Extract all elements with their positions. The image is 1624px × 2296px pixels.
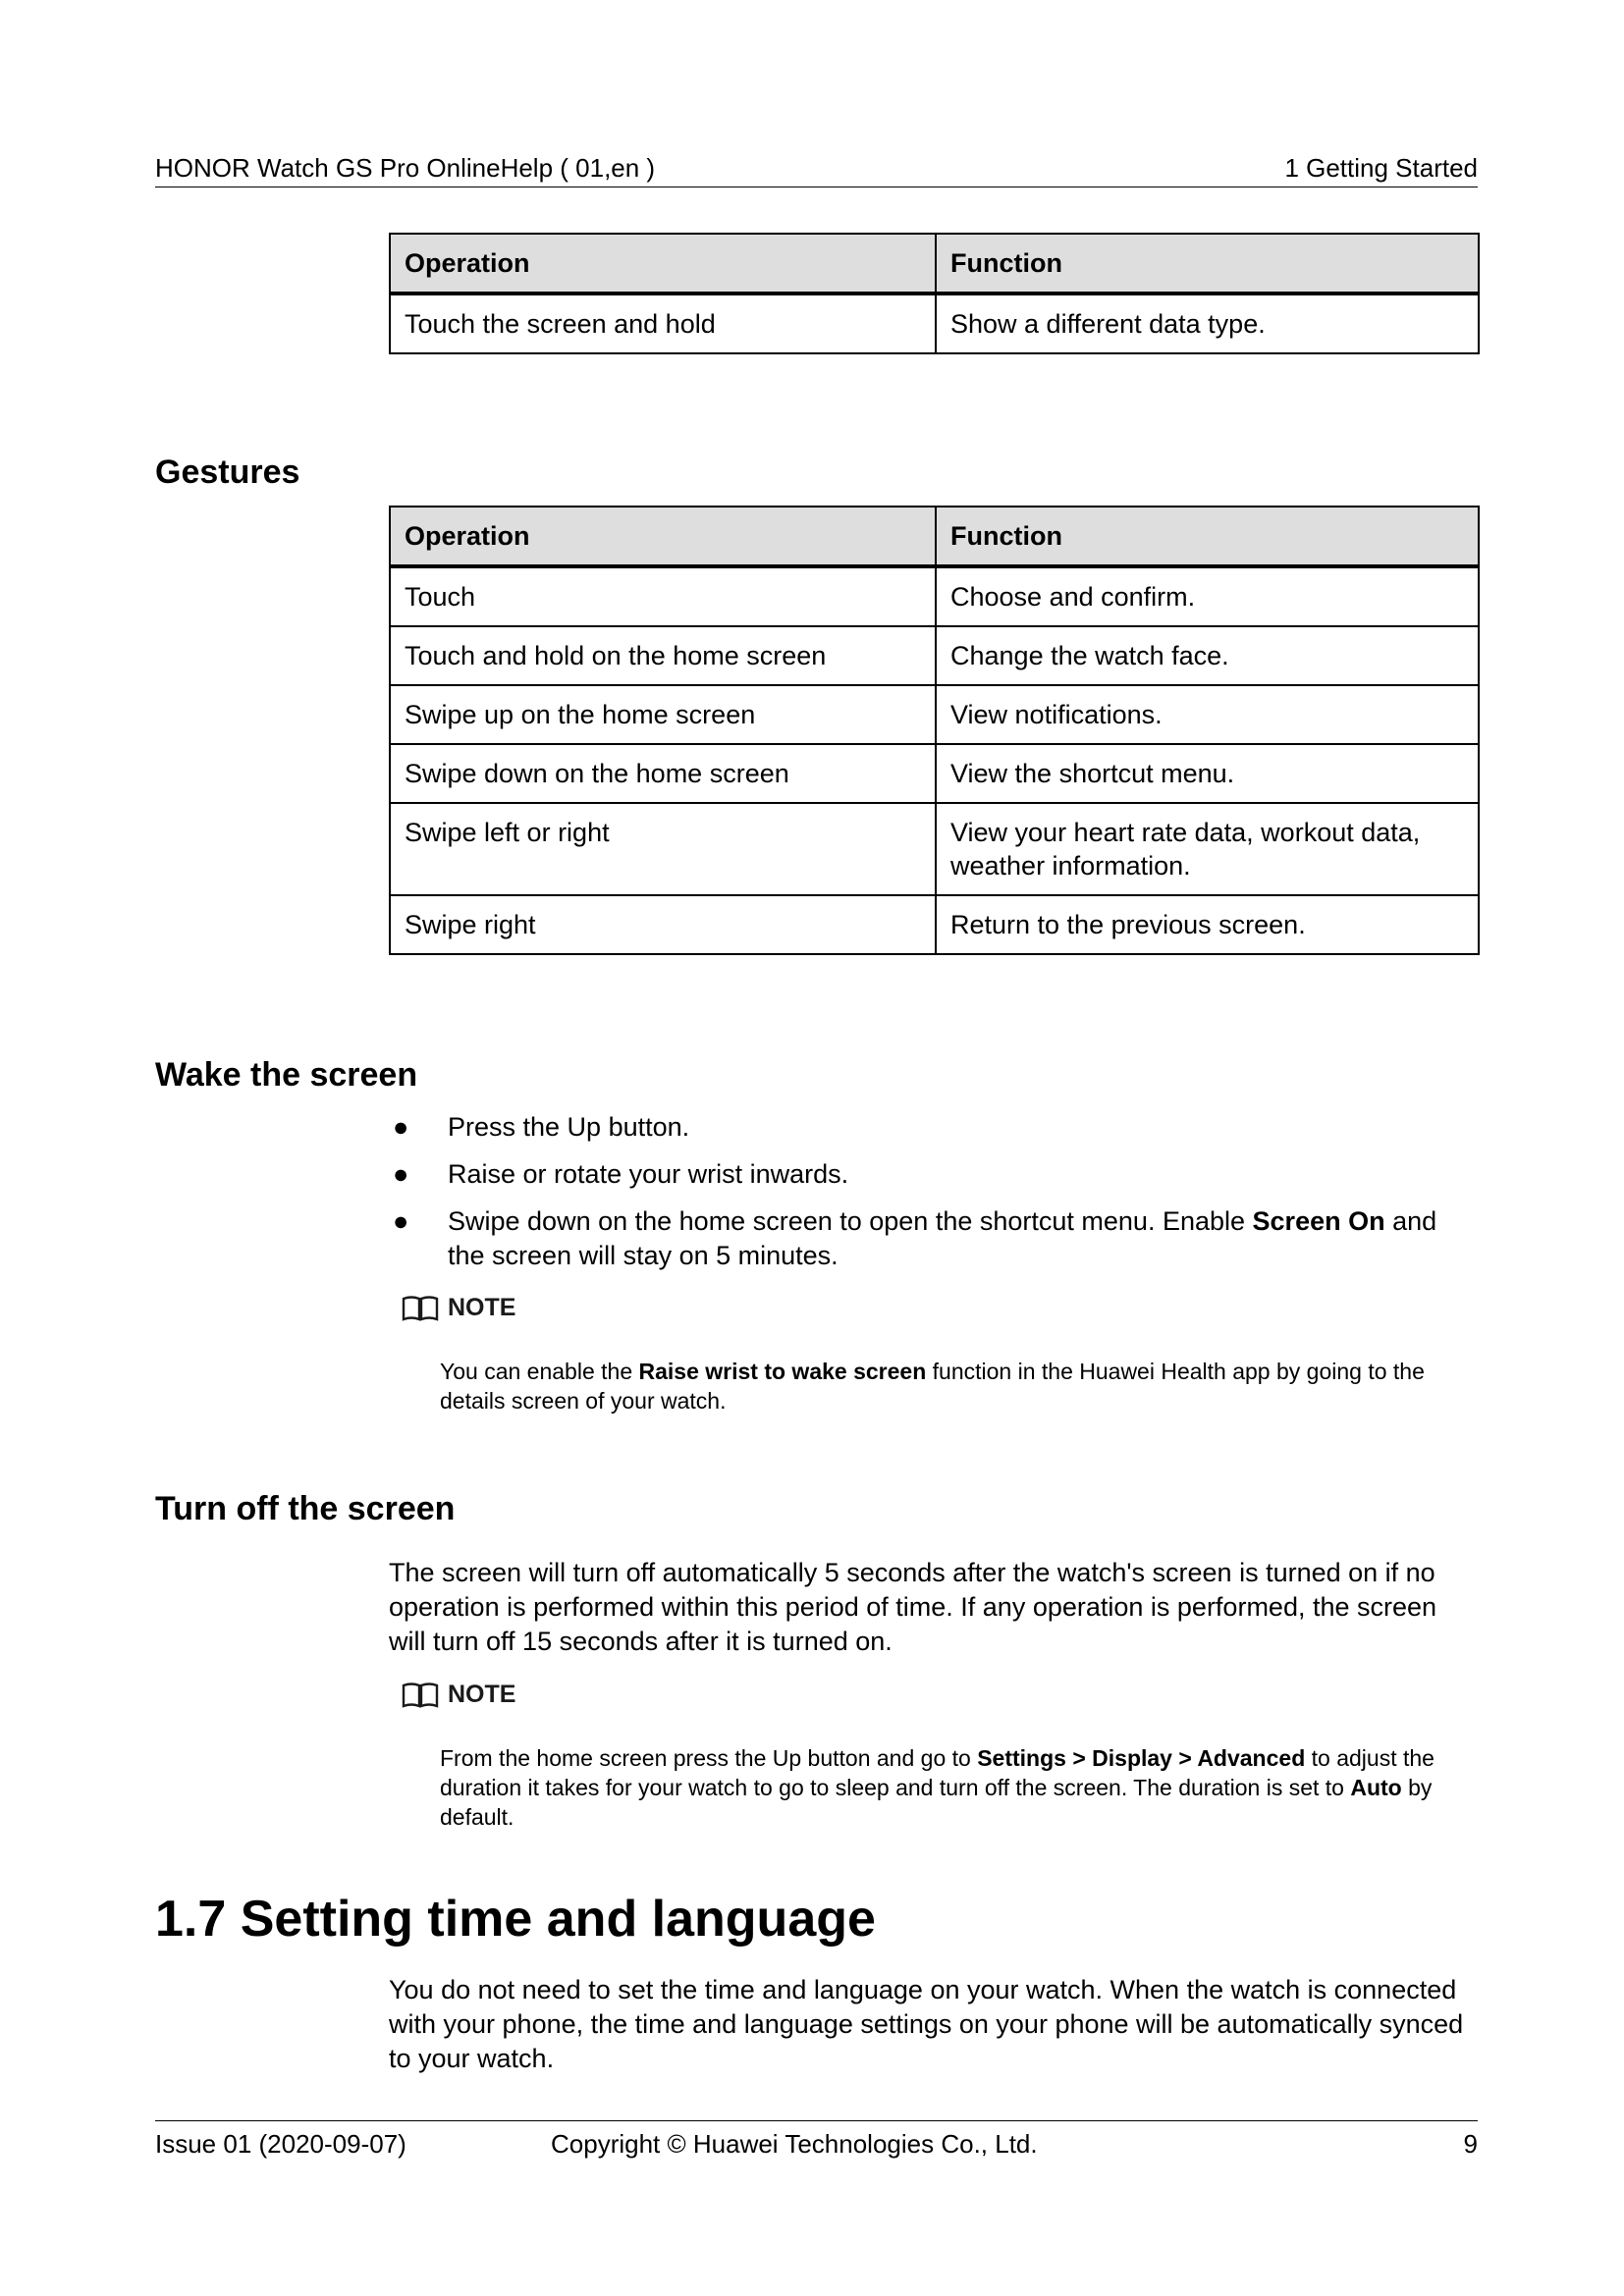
- header-doc-title: HONOR Watch GS Pro OnlineHelp ( 01,en ): [155, 153, 656, 183]
- table-row: [390, 566, 1479, 626]
- operation-cell: Swipe left or right: [390, 803, 936, 895]
- operation-cell: Swipe down on the home screen: [390, 744, 936, 803]
- table-row: [390, 895, 1479, 954]
- operation-cell: Touch and hold on the home screen: [390, 626, 936, 685]
- table-header-row: [390, 234, 1479, 294]
- note-label: NOTE: [448, 1681, 516, 1708]
- function-cell: Choose and confirm.: [936, 566, 1479, 626]
- bold-term-auto: Auto: [1350, 1775, 1402, 1800]
- function-cell: View your heart rate data, workout data, weather information.: [936, 803, 1479, 895]
- text-run: to adjust the duration it takes for your watch to go to sleep and turn off the screen. The duration is set to: [440, 1745, 1435, 1800]
- bullet-text: Press the Up button.: [448, 1112, 690, 1142]
- bullet-text: Raise or rotate your wrist inwards.: [448, 1159, 849, 1189]
- header-chapter: 1 Getting Started: [1284, 153, 1478, 183]
- section-17-paragraph: You do not need to set the time and language on your watch. When the watch is connected with your phone, the time and language settings on your phone will be automatically synced to your watch.: [389, 1975, 1464, 2073]
- bullet-text: [448, 1204, 1479, 1273]
- function-cell: View the shortcut menu.: [936, 744, 1479, 803]
- function-cell: View notifications.: [936, 685, 1479, 744]
- note-text: [440, 1743, 1441, 1832]
- section-heading-wake-screen: Wake the screen: [155, 1056, 418, 1094]
- chapter-heading: 1.7 Setting time and language: [155, 1891, 876, 1948]
- note-header: [401, 1681, 515, 1709]
- table-row: [390, 626, 1479, 685]
- text-run: and the screen will stay on 5 minutes.: [448, 1206, 1437, 1270]
- bullet-icon: ●: [393, 1112, 409, 1142]
- bold-menu-path: Settings > Display > Advanced: [977, 1745, 1306, 1771]
- footer-copyright: Copyright © Huawei Technologies Co., Ltd.: [551, 2129, 1038, 2159]
- book-icon: [401, 1682, 440, 1709]
- table-row: [390, 294, 1479, 353]
- table-header-row: [390, 507, 1479, 566]
- table-row: [390, 685, 1479, 744]
- bold-term-screen-on: Screen On: [1252, 1206, 1385, 1236]
- text-run: Swipe down on the home screen to open the shortcut menu. Enable: [448, 1206, 1253, 1236]
- section-heading-gestures: Gestures: [155, 454, 300, 491]
- note-text: [440, 1357, 1441, 1415]
- operation-cell: Touch the screen and hold: [390, 294, 936, 353]
- operation-cell: Swipe right: [390, 895, 936, 954]
- turn-off-paragraph: The screen will turn off automatically 5 seconds after the watch's screen is turned on if no operation is performed within this period of time. If any operation is performed, the screen will turn off 15 seconds after it is turned on.: [389, 1558, 1437, 1656]
- text-run: by default.: [440, 1775, 1433, 1830]
- operation-cell: Touch: [390, 566, 936, 626]
- page-number: 9: [1463, 2129, 1478, 2159]
- operation-cell: Swipe up on the home screen: [390, 685, 936, 744]
- note-header: [401, 1294, 515, 1322]
- column-header-function: Function: [936, 507, 1479, 566]
- table-row: [390, 744, 1479, 803]
- note-label: NOTE: [448, 1294, 516, 1321]
- text-run: You can enable the: [440, 1359, 639, 1384]
- column-header-operation: Operation: [390, 234, 936, 294]
- function-cell: Show a different data type.: [936, 294, 1479, 353]
- text-run: From the home screen press the Up button and go to: [440, 1745, 978, 1771]
- table-row: [390, 803, 1479, 895]
- operation-table-continued: [389, 233, 1480, 354]
- gestures-table: [389, 506, 1480, 955]
- bold-term-raise-wrist: Raise wrist to wake screen: [638, 1359, 927, 1384]
- column-header-operation: Operation: [390, 507, 936, 566]
- bullet-icon: ●: [393, 1159, 409, 1189]
- column-header-function: Function: [936, 234, 1479, 294]
- book-icon: [401, 1295, 440, 1322]
- function-cell: Return to the previous screen.: [936, 895, 1479, 954]
- bullet-icon: ●: [393, 1206, 409, 1236]
- section-heading-turn-off-screen: Turn off the screen: [155, 1490, 456, 1527]
- footer-issue: Issue 01 (2020-09-07): [155, 2129, 406, 2159]
- function-cell: Change the watch face.: [936, 626, 1479, 685]
- page-header: [155, 151, 1478, 187]
- page-footer: [155, 2120, 1478, 2161]
- text-run: function in the Huawei Health app by going to the details screen of your watch.: [440, 1359, 1425, 1414]
